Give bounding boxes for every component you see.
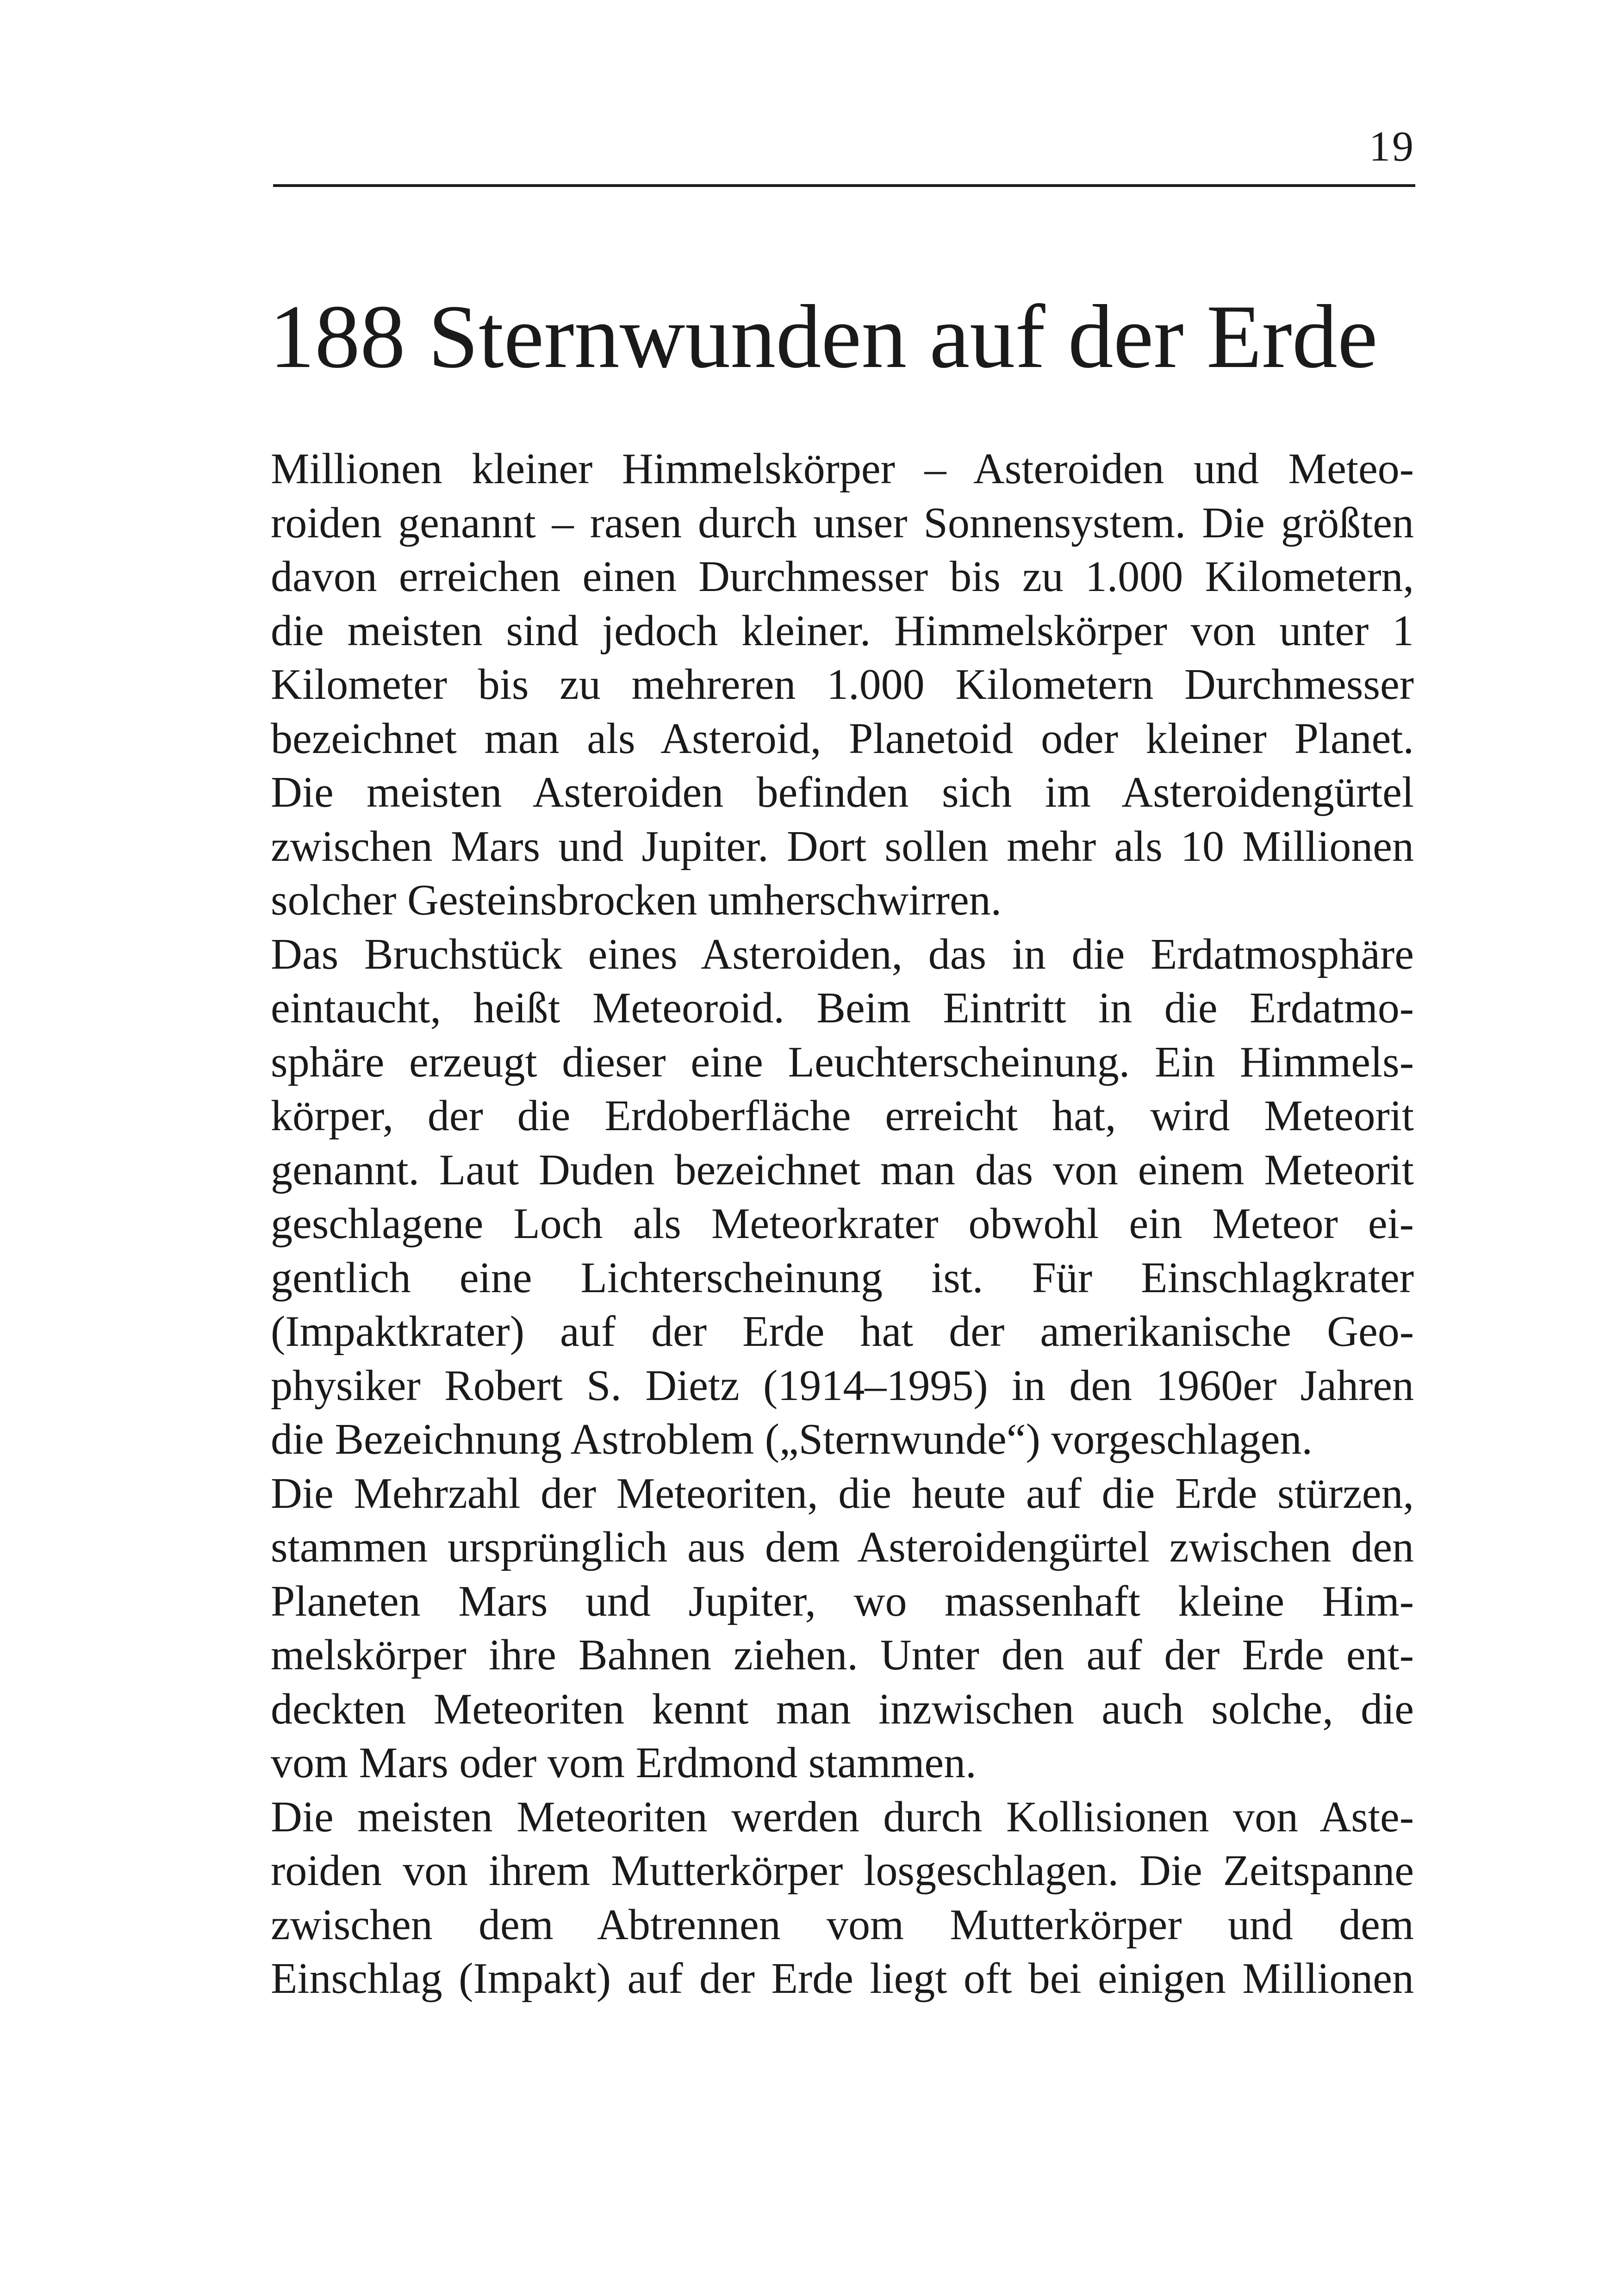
body-text: [271, 442, 1414, 2006]
text-line: Kilometer bis zu mehreren 1.000 Kilometern Durchmesser: [271, 660, 1414, 709]
text-line: zwischen dem Abtrennen vom Mutterkörper und dem: [271, 1900, 1414, 1949]
text-line: genannt. Laut Duden bezeichnet man das von einem Meteorit: [271, 1145, 1414, 1194]
header-rule: [273, 184, 1415, 187]
text-line: Millionen kleiner Himmelskörper – Asteroiden und Meteo-: [271, 445, 1414, 493]
text-line: Die Mehrzahl der Meteoriten, die heute auf die Erde stürzen,: [271, 1469, 1414, 1518]
text-line: Planeten Mars und Jupiter, wo massenhaft kleine Him-: [271, 1577, 1414, 1625]
text-line: (Impaktkrater) auf der Erde hat der amerikanische Geo-: [271, 1307, 1414, 1356]
text-line: gentlich eine Lichterscheinung ist. Für Einschlagkrater: [271, 1253, 1414, 1302]
text-line: die Bezeichnung Astroblem („Sternwunde“) vorgeschlagen.: [271, 1415, 1313, 1463]
text-line: die meisten sind jedoch kleiner. Himmelskörper von unter 1: [271, 606, 1414, 655]
text-line: körper, der die Erdoberfläche erreicht hat, wird Meteorit: [271, 1092, 1414, 1140]
text-line: geschlagene Loch als Meteorkrater obwohl ein Meteor ei-: [271, 1200, 1414, 1248]
text-line: deckten Meteoriten kennt man inzwischen auch solche, die: [271, 1685, 1414, 1733]
text-line: roiden genannt – rasen durch unser Sonnensystem. Die größten: [271, 498, 1414, 547]
text-line: Die meisten Meteoriten werden durch Kollisionen von Aste-: [271, 1792, 1414, 1841]
text-line: physiker Robert S. Dietz (1914–1995) in den 1960er Jahren: [271, 1361, 1414, 1410]
text-line: Die meisten Asteroiden befinden sich im Asteroidengürtel: [271, 768, 1414, 816]
text-line: roiden von ihrem Mutterkörper losgeschlagen. Die Zeitspanne: [271, 1847, 1414, 1895]
text-line: bezeichnet man als Asteroid, Planetoid oder kleiner Planet.: [271, 714, 1414, 763]
text-line: Einschlag (Impakt) auf der Erde liegt oft bei einigen Millionen: [271, 1954, 1414, 2003]
text-line: vom Mars oder vom Erdmond stammen.: [271, 1739, 977, 1787]
text-line: davon erreichen einen Durchmesser bis zu 1.000 Kilometern,: [271, 553, 1414, 601]
text-line: Das Bruchstück eines Asteroiden, das in die Erdatmosphäre: [271, 930, 1414, 978]
text-line: zwischen Mars und Jupiter. Dort sollen mehr als 10 Millionen: [271, 822, 1414, 871]
text-line: sphäre erzeugt dieser eine Leuchterscheinung. Ein Himmels-: [271, 1038, 1414, 1086]
text-line: eintaucht, heißt Meteoroid. Beim Eintritt in die Erdatmo-: [271, 984, 1414, 1032]
text-line: solcher Gesteinsbrocken umherschwirren.: [271, 876, 1002, 924]
page-number: 19: [1369, 123, 1415, 170]
text-line: stammen ursprünglich aus dem Asteroidengürtel zwischen den: [271, 1523, 1414, 1571]
chapter-title: 188 Sternwunden auf der Erde: [269, 286, 1378, 387]
text-line: melskörper ihre Bahnen ziehen. Unter den auf der Erde ent-: [271, 1631, 1414, 1679]
